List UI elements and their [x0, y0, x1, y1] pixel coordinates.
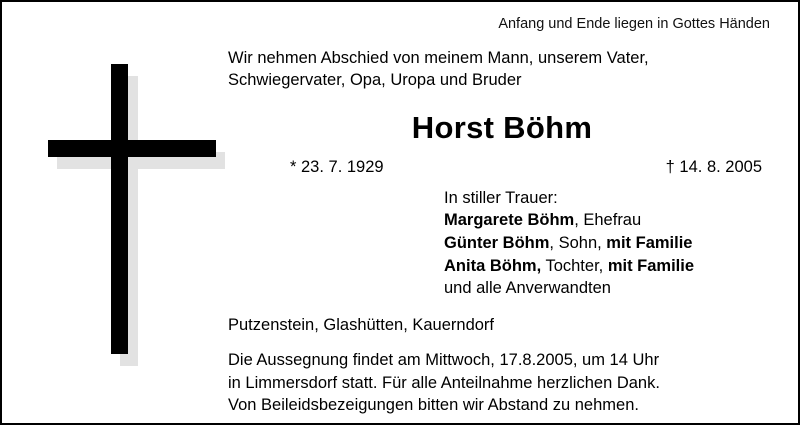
places-line: Putzenstein, Glashütten, Kauerndorf — [228, 315, 494, 334]
mourner-name: Margarete Böhm — [444, 211, 575, 230]
closing-block — [228, 349, 776, 417]
intro-line-1: Wir nehmen Abschied von meinem Mann, unserem Vater, — [228, 49, 649, 67]
mourner-relation: , Sohn, — [549, 234, 607, 253]
closing-line-1: Die Aussegnung findet am Mittwoch, 17.8.2005, um 14 Uhr — [228, 350, 660, 369]
motto-text: Anfang und Ende liegen in Gottes Händen — [498, 16, 770, 32]
notice-content — [228, 48, 776, 417]
death-date: † 14. 8. 2005 — [665, 157, 762, 176]
mourner-relation: Tochter, — [541, 256, 608, 275]
mourner-row — [444, 255, 776, 278]
mourning-heading: In stiller Trauer: — [444, 188, 558, 207]
mourner-extra: mit Familie — [607, 256, 695, 275]
intro-line-2: Schwiegervater, Opa, Uropa und Bruder — [228, 70, 522, 89]
mourners-block — [228, 187, 776, 300]
life-dates — [228, 158, 776, 177]
mourner-row — [444, 209, 776, 232]
mourner-relation: , Ehefrau — [574, 211, 642, 230]
deceased-name: Horst Böhm — [411, 109, 593, 145]
mourner-row — [444, 232, 776, 255]
cross-horizontal-bar — [48, 140, 216, 157]
intro-text — [228, 48, 776, 92]
cross-vertical-bar — [111, 64, 128, 354]
mourner-name: Anita Böhm, — [444, 256, 542, 275]
mourner-extra: mit Familie — [606, 234, 693, 253]
birth-date: * 23. 7. 1929 — [290, 157, 384, 176]
relatives-line: und alle Anverwandten — [444, 279, 611, 298]
closing-line-2: in Limmersdorf statt. Für alle Anteilnahme herzlichen Dank. — [228, 373, 660, 392]
cross-graphic — [26, 42, 216, 372]
closing-line-3: Von Beileidsbezeigungen bitten wir Abstand zu nehmen. — [228, 396, 639, 415]
mourner-name: Günter Böhm — [444, 234, 550, 253]
